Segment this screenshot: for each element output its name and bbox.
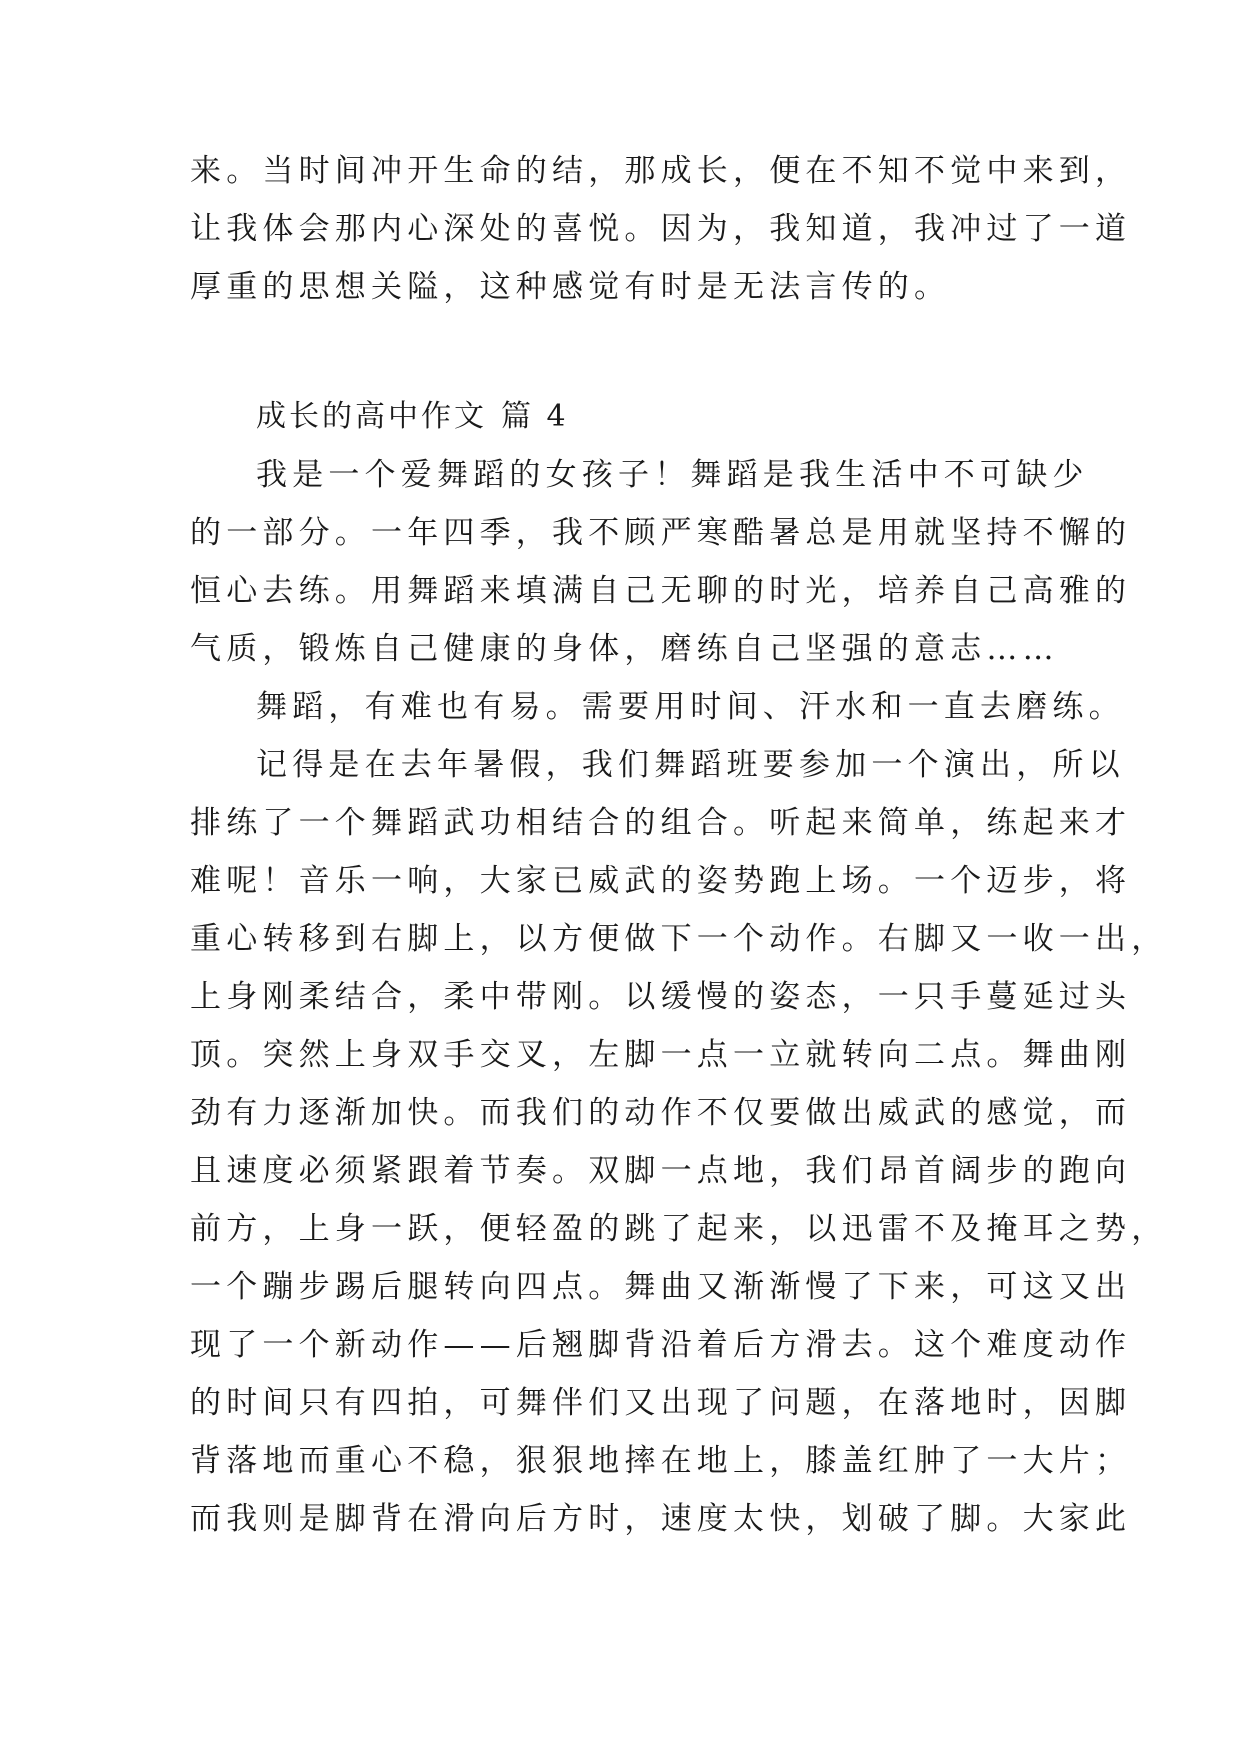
paragraph-line: 难呢！音乐一响，大家已威武的姿势跑上场。一个迈步，将 — [190, 863, 1132, 899]
paragraph-line: 重心转移到右脚上，以方便做下一个动作。右脚又一收一出， — [190, 921, 1168, 957]
paragraph-line: 劲有力逐渐加快。而我们的动作不仅要做出威武的感觉，而 — [190, 1095, 1132, 1131]
paragraph-line: 一个蹦步踢后腿转向四点。舞曲又渐渐慢了下来，可这又出 — [190, 1269, 1132, 1305]
section-title: 成长的高中作文 — [256, 399, 487, 434]
paragraph-line: 现了一个新动作——后翘脚背沿着后方滑去。这个难度动作 — [190, 1327, 1132, 1363]
paragraph-line: 且速度必须紧跟着节奏。双脚一点地，我们昂首阔步的跑向 — [190, 1153, 1132, 1189]
paragraph-line: 而我则是脚背在滑向后方时，速度太快，划破了脚。大家此 — [190, 1501, 1132, 1537]
paragraph-line: 来。当时间冲开生命的结，那成长，便在不知不觉中来到， — [190, 153, 1132, 189]
paragraph-line: 排练了一个舞蹈武功相结合的组合。听起来简单，练起来才 — [190, 805, 1132, 841]
section-heading — [256, 397, 569, 437]
paragraph-line: 的一部分。一年四季，我不顾严寒酷暑总是用就坚持不懈的 — [190, 515, 1132, 551]
paragraph-line: 让我体会那内心深处的喜悦。因为，我知道，我冲过了一道 — [190, 211, 1132, 247]
paragraph-line: 背落地而重心不稳，狠狠地摔在地上，膝盖红肿了一大片； — [190, 1443, 1132, 1479]
section-number: 篇 4 — [501, 399, 569, 434]
paragraph-line: 顶。突然上身双手交叉，左脚一点一立就转向二点。舞曲刚 — [190, 1037, 1132, 1073]
paragraph-line: 气质，锻炼自己健康的身体，磨练自己坚强的意志…… — [190, 631, 1059, 667]
paragraph-line: 舞蹈，有难也有易。需要用时间、汗水和一直去磨练。 — [256, 689, 1125, 725]
paragraph-line: 的时间只有四拍，可舞伴们又出现了问题，在落地时，因脚 — [190, 1385, 1132, 1421]
paragraph-line: 我是一个爱舞蹈的女孩子！舞蹈是我生活中不可缺少 — [256, 457, 1089, 493]
paragraph-line: 恒心去练。用舞蹈来填满自己无聊的时光，培养自己高雅的 — [190, 573, 1132, 609]
paragraph-line: 前方，上身一跃，便轻盈的跳了起来，以迅雷不及掩耳之势， — [190, 1211, 1168, 1247]
paragraph-line: 厚重的思想关隘，这种感觉有时是无法言传的。 — [190, 269, 951, 305]
paragraph-line: 上身刚柔结合，柔中带刚。以缓慢的姿态，一只手蔓延过头 — [190, 979, 1132, 1015]
paragraph-line: 记得是在去年暑假，我们舞蹈班要参加一个演出，所以 — [256, 747, 1125, 783]
